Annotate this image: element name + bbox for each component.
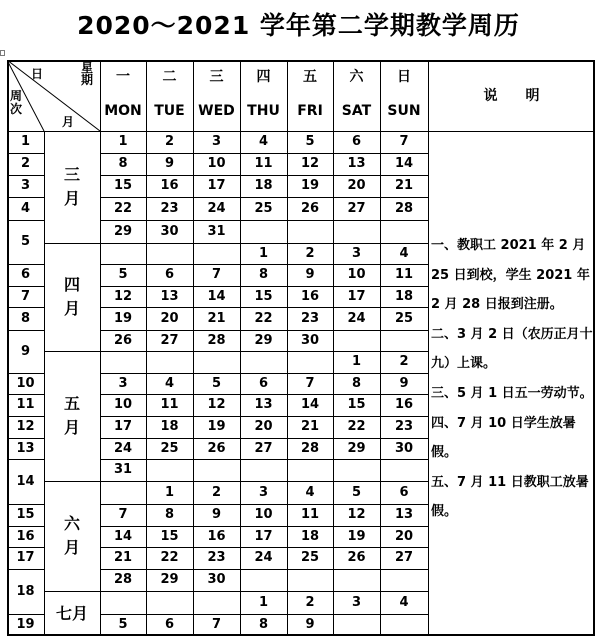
date-cell: 1 (164, 485, 175, 500)
date-cell: 2 (211, 485, 222, 500)
table-anchor-marker (0, 50, 5, 56)
note-item: 一、教职工 2021 年 2 月 25 日到校，学生 2021 年 2 月 28 日报到注册。 (431, 238, 590, 313)
date-cell: 10 (254, 507, 273, 522)
date-cell: 1 (258, 246, 269, 261)
date-cell: 5 (118, 617, 128, 632)
date-cell: 12 (347, 507, 366, 522)
date-cell: 18 (300, 529, 320, 544)
week-number: 7 (20, 289, 31, 304)
date-cell: 21 (207, 311, 226, 326)
date-cell: 15 (160, 529, 179, 544)
date-cell: 2 (399, 354, 409, 369)
date-cell: 9 (305, 617, 315, 632)
week-number: 19 (16, 617, 35, 632)
date-cell: 8 (258, 617, 269, 632)
corner-label-weekday: 星期 (80, 61, 93, 87)
date-cell: 17 (207, 178, 226, 193)
date-cell: 10 (347, 267, 366, 282)
date-cell: 12 (207, 397, 226, 412)
page-title: 2020～2021 学年第二学期教学周历 (77, 11, 520, 40)
grid-line (593, 60, 595, 636)
weekday-header-cn: 日 (397, 69, 411, 85)
date-cell: 2 (305, 246, 315, 261)
date-cell: 24 (207, 201, 226, 216)
week-number: 18 (16, 584, 35, 599)
corner-label-day: 日 (30, 67, 43, 81)
month-label: 六月 (63, 514, 80, 557)
date-cell: 23 (300, 311, 320, 326)
date-cell: 11 (300, 507, 320, 522)
date-cell: 12 (300, 156, 320, 171)
week-number: 1 (20, 134, 31, 149)
date-cell: 27 (347, 201, 366, 216)
week-number: 14 (16, 474, 35, 489)
date-cell: 14 (300, 397, 320, 412)
date-cell: 18 (254, 178, 273, 193)
date-cell: 25 (254, 201, 273, 216)
date-cell: 7 (399, 134, 409, 149)
date-cell: 26 (113, 333, 133, 348)
week-number: 5 (20, 234, 31, 249)
date-cell: 17 (113, 419, 133, 434)
date-cell: 24 (254, 550, 273, 565)
date-cell: 23 (207, 550, 226, 565)
date-cell: 21 (394, 178, 414, 193)
date-cell: 15 (347, 397, 366, 412)
week-number: 6 (20, 267, 31, 282)
month-label: 三月 (63, 165, 80, 208)
date-cell: 20 (254, 419, 273, 434)
date-cell: 21 (300, 419, 320, 434)
weekday-header-en: THU (247, 103, 280, 119)
date-cell: 11 (394, 267, 414, 282)
week-number: 17 (16, 550, 35, 565)
date-cell: 9 (164, 156, 175, 171)
date-cell: 6 (258, 376, 269, 391)
date-cell: 11 (160, 397, 179, 412)
date-cell: 28 (394, 201, 414, 216)
date-cell: 29 (254, 333, 273, 348)
date-cell: 15 (113, 178, 133, 193)
weekday-header-en: FRI (297, 103, 323, 119)
weekday-header-en: TUE (154, 103, 185, 119)
date-cell: 2 (164, 134, 175, 149)
date-cell: 14 (394, 156, 414, 171)
date-cell: 10 (113, 397, 133, 412)
date-cell: 6 (164, 617, 175, 632)
date-cell: 19 (207, 419, 226, 434)
corner-label-week-number: 周次 (9, 89, 22, 116)
weekday-header-en: WED (198, 103, 235, 119)
date-cell: 26 (347, 550, 366, 565)
date-cell: 3 (351, 246, 362, 261)
date-cell: 5 (211, 376, 222, 391)
date-cell: 24 (113, 441, 133, 456)
week-number: 16 (16, 529, 35, 544)
month-label: 五月 (63, 394, 80, 437)
weekday-header-cn: 一 (116, 69, 130, 85)
date-cell: 8 (118, 156, 128, 171)
date-cell: 4 (399, 595, 409, 610)
date-cell: 18 (160, 419, 179, 434)
date-cell: 30 (300, 333, 320, 348)
date-cell: 22 (160, 550, 179, 565)
date-cell: 25 (394, 311, 414, 326)
date-cell: 23 (394, 419, 414, 434)
date-cell: 8 (351, 376, 362, 391)
date-cell: 19 (347, 529, 366, 544)
weekday-header-cn: 五 (303, 69, 317, 85)
date-cell: 7 (211, 617, 222, 632)
date-cell: 14 (113, 529, 133, 544)
date-cell: 7 (118, 507, 128, 522)
weekday-header-cn: 二 (162, 69, 177, 85)
weekday-header-cn: 六 (349, 69, 364, 85)
date-cell: 26 (300, 201, 320, 216)
date-cell: 28 (300, 441, 320, 456)
weekday-header-cn: 三 (209, 69, 224, 85)
date-cell: 1 (118, 134, 128, 149)
week-number: 15 (16, 507, 35, 522)
week-number: 9 (20, 344, 31, 359)
week-number: 10 (16, 376, 35, 391)
date-cell: 13 (254, 397, 273, 412)
date-cell: 8 (258, 267, 269, 282)
date-cell: 24 (347, 311, 366, 326)
date-cell: 30 (394, 441, 414, 456)
date-cell: 30 (207, 572, 226, 587)
date-cell: 19 (300, 178, 320, 193)
week-number: 4 (20, 201, 31, 216)
date-cell: 3 (118, 376, 128, 391)
date-cell: 8 (164, 507, 175, 522)
date-cell: 25 (300, 550, 320, 565)
month-label: 四月 (63, 275, 80, 318)
week-number: 8 (20, 311, 31, 326)
date-cell: 7 (211, 267, 222, 282)
date-cell: 25 (160, 441, 179, 456)
date-cell: 17 (347, 289, 366, 304)
date-cell: 3 (211, 134, 222, 149)
date-cell: 14 (207, 289, 226, 304)
week-number: 3 (20, 178, 31, 193)
date-cell: 28 (207, 333, 226, 348)
date-cell: 6 (164, 267, 175, 282)
date-cell: 6 (351, 134, 362, 149)
date-cell: 29 (113, 224, 133, 239)
date-cell: 17 (254, 529, 273, 544)
date-cell: 20 (160, 311, 179, 326)
date-cell: 27 (160, 333, 179, 348)
date-cell: 16 (160, 178, 179, 193)
date-cell: 13 (394, 507, 414, 522)
date-cell: 26 (207, 441, 226, 456)
date-cell: 2 (305, 595, 315, 610)
date-cell: 22 (254, 311, 273, 326)
date-cell: 28 (113, 572, 133, 587)
date-cell: 16 (394, 397, 414, 412)
date-cell: 5 (351, 485, 362, 500)
week-number: 2 (20, 156, 31, 171)
date-cell: 13 (160, 289, 179, 304)
date-cell: 6 (399, 485, 409, 500)
date-cell: 31 (207, 224, 226, 239)
date-cell: 31 (113, 462, 133, 477)
date-cell: 1 (351, 354, 362, 369)
date-cell: 23 (160, 201, 179, 216)
corner-label-month: 月 (61, 115, 74, 129)
notes-header: 说 明 (483, 88, 540, 104)
week-number: 11 (16, 397, 35, 412)
date-cell: 4 (258, 134, 269, 149)
note-item: 五、7 月 11 日教职工放暑假。 (431, 474, 589, 520)
date-cell: 4 (399, 246, 409, 261)
note-item: 二、3 月 2 日（农历正月十九）上课。 (431, 326, 593, 372)
grid-line (428, 60, 429, 636)
date-cell: 29 (160, 572, 179, 587)
date-cell: 20 (394, 529, 414, 544)
date-cell: 30 (160, 224, 179, 239)
date-cell: 3 (351, 595, 362, 610)
month-label: 七月 (55, 604, 88, 623)
date-cell: 22 (113, 201, 133, 216)
date-cell: 9 (305, 267, 315, 282)
date-cell: 9 (399, 376, 409, 391)
date-cell: 4 (305, 485, 315, 500)
date-cell: 5 (305, 134, 315, 149)
date-cell: 22 (347, 419, 366, 434)
weekday-header-cn: 四 (256, 69, 271, 85)
date-cell: 5 (118, 267, 128, 282)
date-cell: 27 (394, 550, 414, 565)
weekday-header-en: MON (104, 103, 142, 119)
date-cell: 20 (347, 178, 366, 193)
date-cell: 16 (207, 529, 226, 544)
date-cell: 9 (211, 507, 222, 522)
date-cell: 3 (258, 485, 269, 500)
date-cell: 29 (347, 441, 366, 456)
date-cell: 15 (254, 289, 273, 304)
date-cell: 21 (113, 550, 133, 565)
week-number: 13 (16, 441, 35, 456)
weekday-header-en: SUN (387, 103, 421, 119)
date-cell: 18 (394, 289, 414, 304)
date-cell: 4 (164, 376, 175, 391)
date-cell: 16 (300, 289, 320, 304)
grid-line (100, 459, 428, 460)
date-cell: 13 (347, 156, 366, 171)
date-cell: 1 (258, 595, 269, 610)
date-cell: 10 (207, 156, 226, 171)
date-cell: 27 (254, 441, 273, 456)
date-cell: 11 (254, 156, 273, 171)
notes-panel (431, 231, 593, 527)
weekday-header-en: SAT (341, 103, 372, 119)
note-item: 三、5 月 1 日五一劳动节。 (431, 385, 593, 401)
note-item: 四、7 月 10 日学生放暑假。 (431, 415, 576, 461)
date-cell: 19 (113, 311, 133, 326)
week-number: 12 (16, 419, 35, 434)
date-cell: 7 (305, 376, 315, 391)
date-cell: 12 (113, 289, 133, 304)
